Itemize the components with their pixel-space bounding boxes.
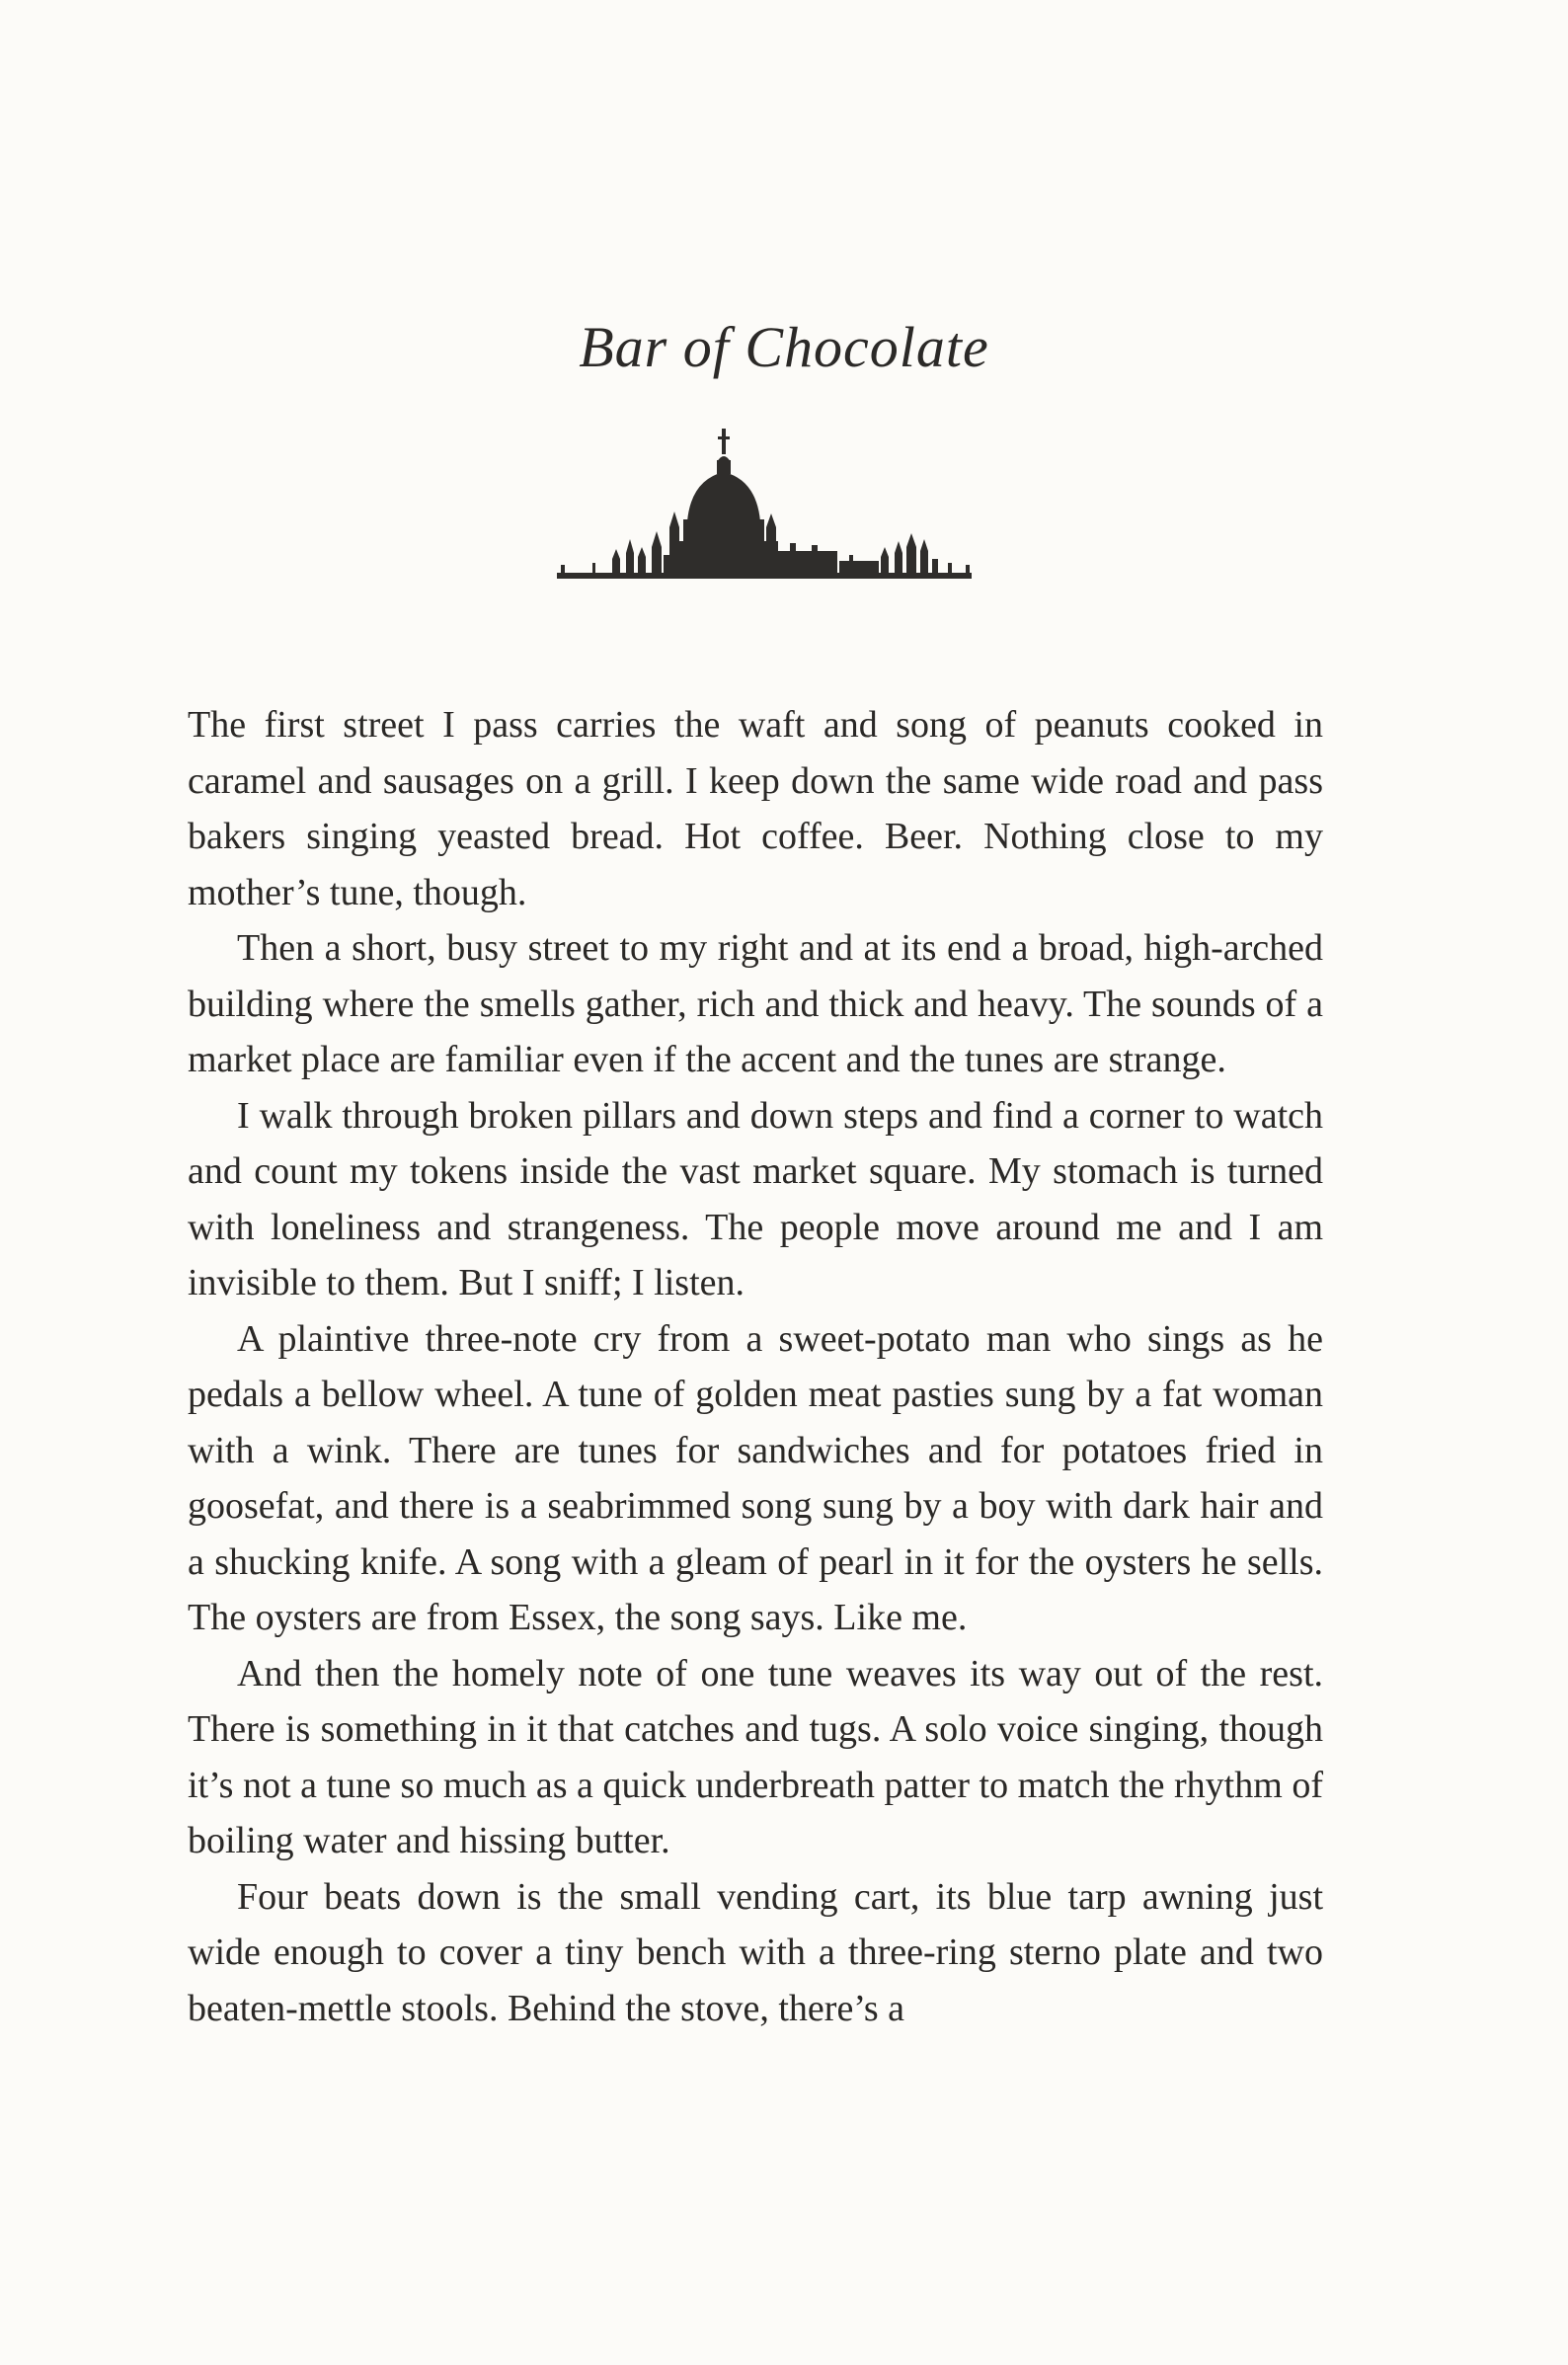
chapter-body bbox=[188, 697, 1323, 2036]
paragraph-6: Four beats down is the small vending cart, its blue tarp awning just wide enough to cover a tiny bench with a three-ring sterno plate and two beaten-mettle stools. Behind the stove, there’s a bbox=[188, 1875, 1323, 2029]
paragraph-4: A plaintive three-note cry from a sweet-potato man who sings as he pedals a bellow wheel. A tune of golden meat pasties sung by a fat woman with a wink. There are tunes for sandwiches and for potatoes fried in goosefat, and there is a seabrimmed song sung by a boy with dark hair and a shucking knife. A song with a gleam of pearl in it for the oysters he sells. The oysters are from Essex, the song says. Like me. bbox=[188, 1317, 1323, 1638]
cathedral-skyline-icon bbox=[553, 425, 978, 583]
chapter-title: Bar of Chocolate bbox=[579, 315, 989, 379]
paragraph-5: And then the homely note of one tune weaves its way out of the rest. There is something in it that catches and tugs. A solo voice singing, though it’s not a tune so much as a quick underbreath patter to match the rhythm of boiling water and hissing butter. bbox=[188, 1652, 1323, 1861]
paragraph-1: The first street I pass carries the waft and song of peanuts cooked in caramel and sausages on a grill. I keep down the same wide road and pass bakers singing yeasted bread. Hot coffee. Beer. Nothing close to my mother’s tune, though. bbox=[188, 704, 1323, 913]
paragraph-2: Then a short, busy street to my right and at its end a broad, high-arched building where the smells gather, rich and thick and heavy. The sounds of a market place are familiar even if the accent and the tunes are strange. bbox=[188, 927, 1323, 1080]
paragraph-3: I walk through broken pillars and down steps and find a corner to watch and count my tokens inside the vast market square. My stomach is turned with loneliness and strangeness. The people move around me and I am invisible to them. But I sniff; I listen. bbox=[188, 1094, 1323, 1303]
